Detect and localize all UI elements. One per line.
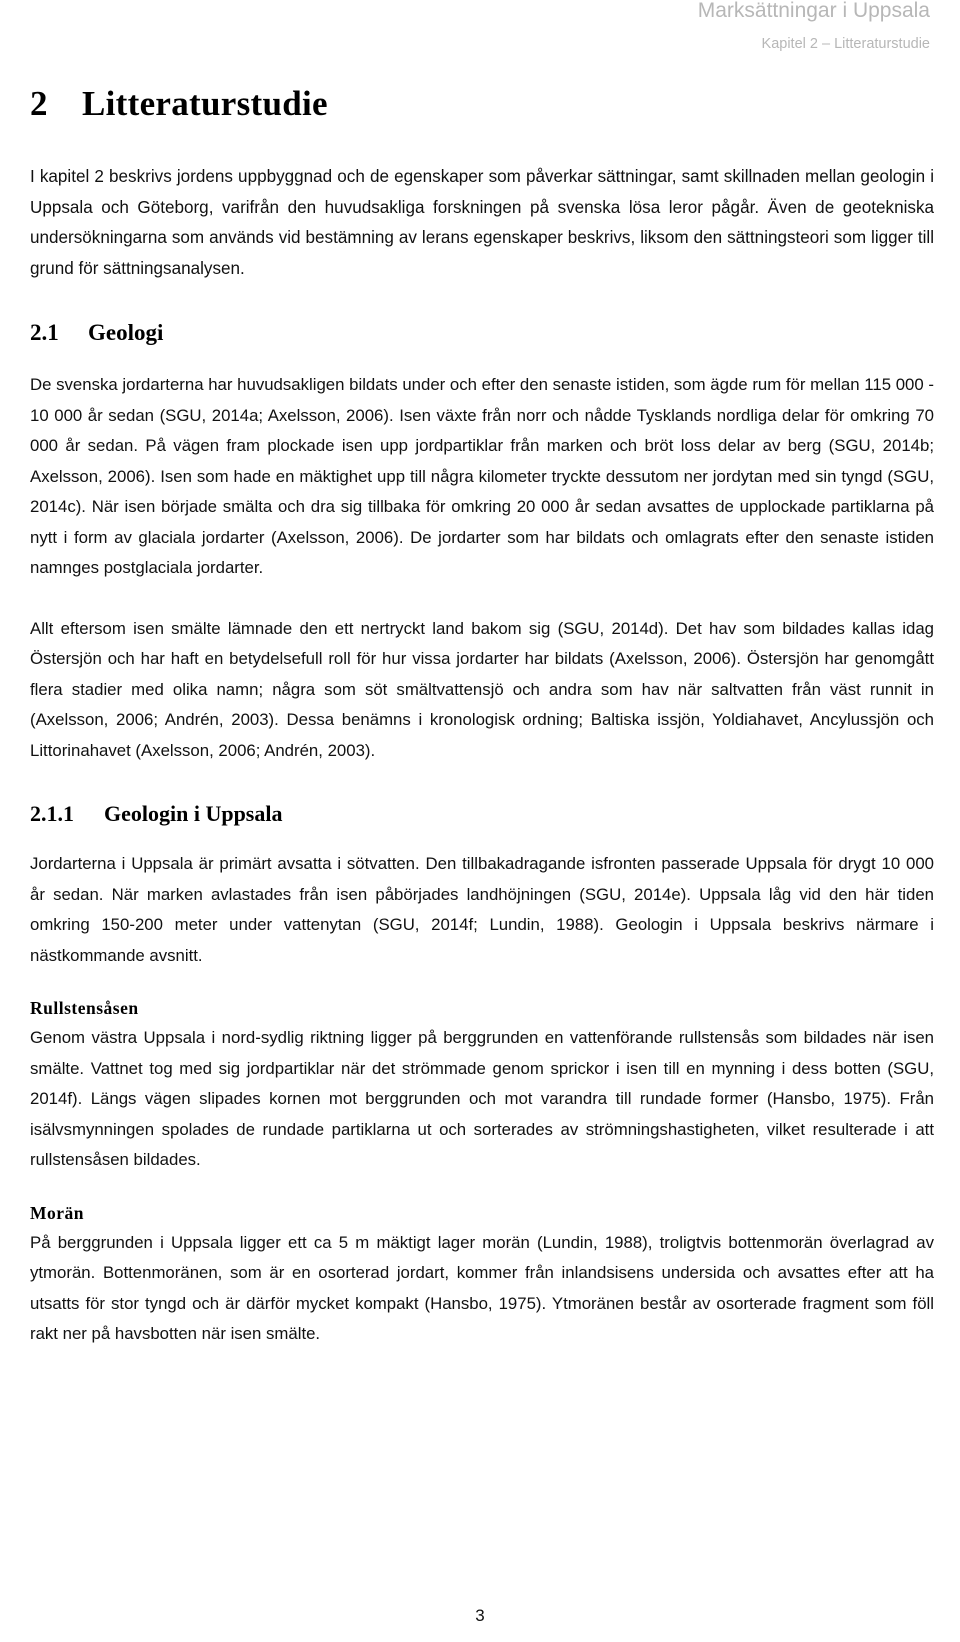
chapter-heading xyxy=(30,82,934,126)
section-number: 2.1 xyxy=(30,320,59,345)
geologi-paragraph-1: De svenska jordarterna har huvudsakligen bildats under och efter den senaste istiden, som ägde rum för mellan 115 000 - 10 000 år sedan (SGU, 2014a; Axelsson, 2006). Isen växte från norr och nådde Tysklands nordliga delar för omkring 70 000 år sedan. På vägen fram plockade isen upp jordpartiklar från marken och bröt loss delar av berg (SGU, 2014b; Axelsson, 2006). Isen som hade en mäktighet upp till några kilometer tryckte dessutom ner jordytan med sin tyngd (SGU, 2014c). När isen började smälta och dra sig tillbaka för omkring 20 000 år sedan avsattes de upplockade partiklarna på nytt i form av glaciala jordarter (Axelsson, 2006). De jordarter som har bildats och omlagrats efter den senaste istiden namnges postglaciala jordarter. xyxy=(30,375,934,577)
geologi-paragraph-2: Allt eftersom isen smälte lämnade den ett nertryckt land bakom sig (SGU, 2014d). Det hav som bildades kallas idag Östersjön och har haft en betydelsefull roll för hur vissa jordarter har bildats (Axelsson, 2006). Östersjön har genomgått flera stadier med olika namn; några som söt smältvattensjö och andra som hav när saltvatten från väst runnit in (Axelsson, 2006; Andrén, 2003). Dessa benämns i kronologisk ordning; Baltiska issjön, Yoldiahavet, Ancylussjön och Littorinahavet (Axelsson, 2006; Andrén, 2003). xyxy=(30,618,934,760)
subsection-title: Geologin i Uppsala xyxy=(104,801,283,826)
page-number: 3 xyxy=(475,1606,485,1625)
chapter-title: Litteraturstudie xyxy=(82,84,328,123)
rullstensasen-heading: Rullstensåsen xyxy=(30,998,139,1018)
section-heading-geologi xyxy=(30,318,934,348)
running-header xyxy=(698,0,930,54)
section-title: Geologi xyxy=(88,320,164,345)
moran-heading: Morän xyxy=(30,1202,85,1223)
subsection-number: 2.1.1 xyxy=(30,801,74,826)
header-title: Marksättningar i Uppsala xyxy=(697,0,930,22)
chapter-number: 2 xyxy=(30,84,48,123)
uppsala-paragraph: Jordarterna i Uppsala är primärt avsatta i sötvatten. Den tillbakadragande isfronten passerade Uppsala för drygt 10 000 år sedan. När marken avlastades från isen påbörjades landhöjningen (SGU, 2014e). Uppsala låg vid den här tiden omkring 150-200 meter under vattenytan (SGU, 2014f; Lundin, 1988). Geologin i Uppsala beskrivs närmare i nästkommande avsnitt. xyxy=(30,854,934,965)
moran-paragraph: På berggrunden i Uppsala ligger ett ca 5 m mäktigt lager morän (Lundin, 1988), troligtvis bottenmorän överlagrad av ytmorän. Bottenmoränen, som är en osorterad jordart, kommer från inlandsisens undersida och avsattes efter att ha utsatts för stor tyngd och är därför mycket kompakt (Hansbo, 1975). Ytmoränen består av osorterade fragment som föll rakt ner på havsbotten när isen smälte. xyxy=(30,1232,934,1343)
paragraph-gap xyxy=(30,584,934,614)
header-subtitle: Kapitel 2 – Litteraturstudie xyxy=(761,36,930,52)
rullstensasen-paragraph: Genom västra Uppsala i nord-sydlig riktning ligger på berggrunden en vattenförande rullstensås som bildades när isen smälte. Vattnet tog med sig jordpartiklar när det strömmade genom sprickor i isen till en mynning i dess botten (SGU, 2014f). Längs vägen slipades kornen mot berggrunden och mot varandra till rundade former (Hansbo, 1975). Från isälvsmynningen spolades de rundade partiklarna ut och sorterades av strömningshastigheten, vilket resulterade i att rullstensåsen bildades. xyxy=(30,1028,934,1169)
subsection-heading-geologin-i-uppsala xyxy=(30,799,934,829)
page-content xyxy=(30,82,934,1350)
chapter-intro-paragraph: I kapitel 2 beskrivs jordens uppbyggnad och de egenskaper som påverkar sättningar, samt skillnaden mellan geologin i Uppsala och Göteborg, varifrån den huvudsakliga forskningen på svenska lösa leror pågår. Även de geotekniska undersökningarna som används vid bestämning av lerans egenskaper beskrivs, liksom den sättningsteori som ligger till grund för sättningsanalysen. xyxy=(30,167,934,278)
